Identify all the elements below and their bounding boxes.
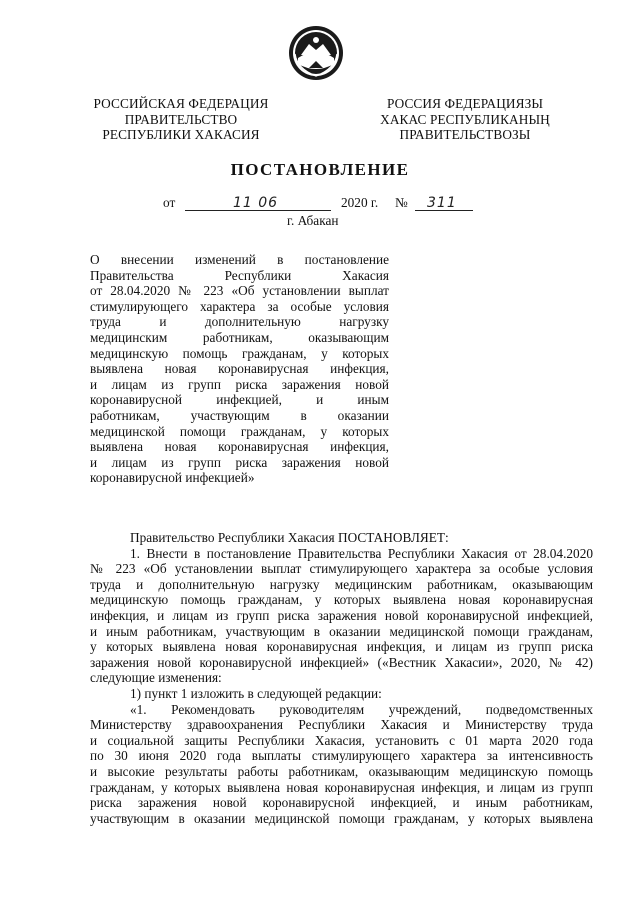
subject-block — [90, 252, 389, 486]
body-line: и иным работникам, участвующим в оказании медицинской помощи гражданам, — [90, 623, 593, 639]
body-line: и высокие результаты работы работникам, оказывающим медицинскую помощь — [90, 763, 593, 779]
date-handwritten: 11 06 — [233, 195, 279, 211]
subject-line: и лицам из групп риска заражения новой — [90, 376, 389, 392]
subject-line: стимулирующего характера за особые условия — [90, 298, 389, 314]
decree-body — [90, 530, 593, 826]
subject-line: выявлена новая коронавирусная инфекция, — [90, 361, 389, 377]
body-line: № 223 «Об установлении выплат стимулирующего характера за особые условия — [90, 561, 593, 577]
subject-line: коронавирусной инфекцией» — [90, 470, 255, 486]
body-line: Министерству здравоохранения Республики Хакасия и Министерству труда — [90, 717, 593, 733]
header-right-line: ХАКАС РЕСПУБЛИКАНЫҢ — [380, 111, 550, 127]
number-handwritten: 311 — [427, 195, 457, 211]
body-line: труда и дополнительную нагрузку медицинским работникам, оказывающим — [90, 576, 593, 592]
body-line: гражданам, у которых выявлена новая коронавирусная инфекция, и лицам из групп — [90, 779, 593, 795]
subject-line: Правительства Республики Хакасия — [90, 267, 389, 283]
body-line: «1. Рекомендовать руководителям учреждений, подведомственных — [130, 701, 593, 717]
header-left-line: РЕСПУБЛИКИ ХАКАСИЯ — [102, 127, 260, 142]
body-line: и социальной защиты Республики Хакасия, установить с 01 марта 2020 года — [90, 732, 593, 748]
header-left-block — [86, 96, 276, 143]
year-label: 2020 г. — [341, 195, 379, 210]
header-right-block — [365, 96, 565, 143]
body-line: 1) пункт 1 изложить в следующей редакции: — [130, 685, 382, 701]
subject-line: и лицам из групп риска заражения новой — [90, 454, 389, 470]
body-line: участвующим в оказании медицинской помощи гражданам, у которых выявлена — [90, 810, 593, 826]
decree-intro: Правительство Республики Хакасия ПОСТАНОВЛЯЕТ: — [130, 530, 449, 545]
body-line: инфекция, и лицам из групп риска заражения новой коронавирусной инфекцией, — [90, 607, 593, 623]
body-line: заражения новой коронавирусной инфекцией» («Вестник Хакасии», 2020, № 42) — [90, 654, 593, 670]
date-number-line — [163, 195, 483, 213]
city-name: г. Абакан — [287, 213, 339, 228]
date-from-label: от — [163, 195, 176, 210]
number-label: № — [395, 195, 408, 210]
document-title: ПОСТАНОВЛЕНИЕ — [230, 160, 410, 179]
subject-line: выявлена новая коронавирусная инфекция, — [90, 439, 389, 455]
subject-line: работникам, участвующим в оказании — [90, 407, 389, 423]
header-right-line: ПРАВИТЕЛЬСТВОЗЫ — [399, 127, 531, 142]
subject-line: труда и дополнительную нагрузку — [90, 314, 389, 330]
subject-line: от 28.04.2020 № 223 «Об установлении выплат — [90, 283, 389, 299]
coat-of-arms-emblem — [287, 24, 345, 82]
subject-line: медицинским работникам, оказывающим — [90, 329, 389, 345]
header-right-line: РОССИЯ ФЕДЕРАЦИЯЗЫ — [386, 96, 544, 111]
body-line: по 30 июня 2020 года выплаты стимулирующего характера за интенсивность — [90, 748, 593, 764]
subject-line: О внесении изменений в постановление — [90, 252, 389, 267]
header-left-line: ПРАВИТЕЛЬСТВО — [124, 111, 238, 127]
subject-line: медицинскую помощь гражданам, у которых — [90, 345, 389, 361]
subject-line: медицинской помощи гражданам, у которых — [90, 423, 389, 439]
body-line: у которых выявлена новая коронавирусная инфекция, и лицам из групп риска — [90, 639, 593, 655]
header-left-line: РОССИЙСКАЯ ФЕДЕРАЦИЯ — [93, 96, 269, 111]
body-line: медицинскую помощь гражданам, у которых выявлена новая коронавирусная — [90, 592, 593, 608]
body-line: риска заражения новой коронавирусной инфекцией, и иным работникам, — [90, 795, 593, 811]
subject-line: коронавирусной инфекцией, и иным — [90, 392, 389, 408]
body-line: следующие изменения: — [90, 670, 222, 686]
body-line: 1. Внести в постановление Правительства Республики Хакасия от 28.04.2020 — [130, 545, 593, 561]
